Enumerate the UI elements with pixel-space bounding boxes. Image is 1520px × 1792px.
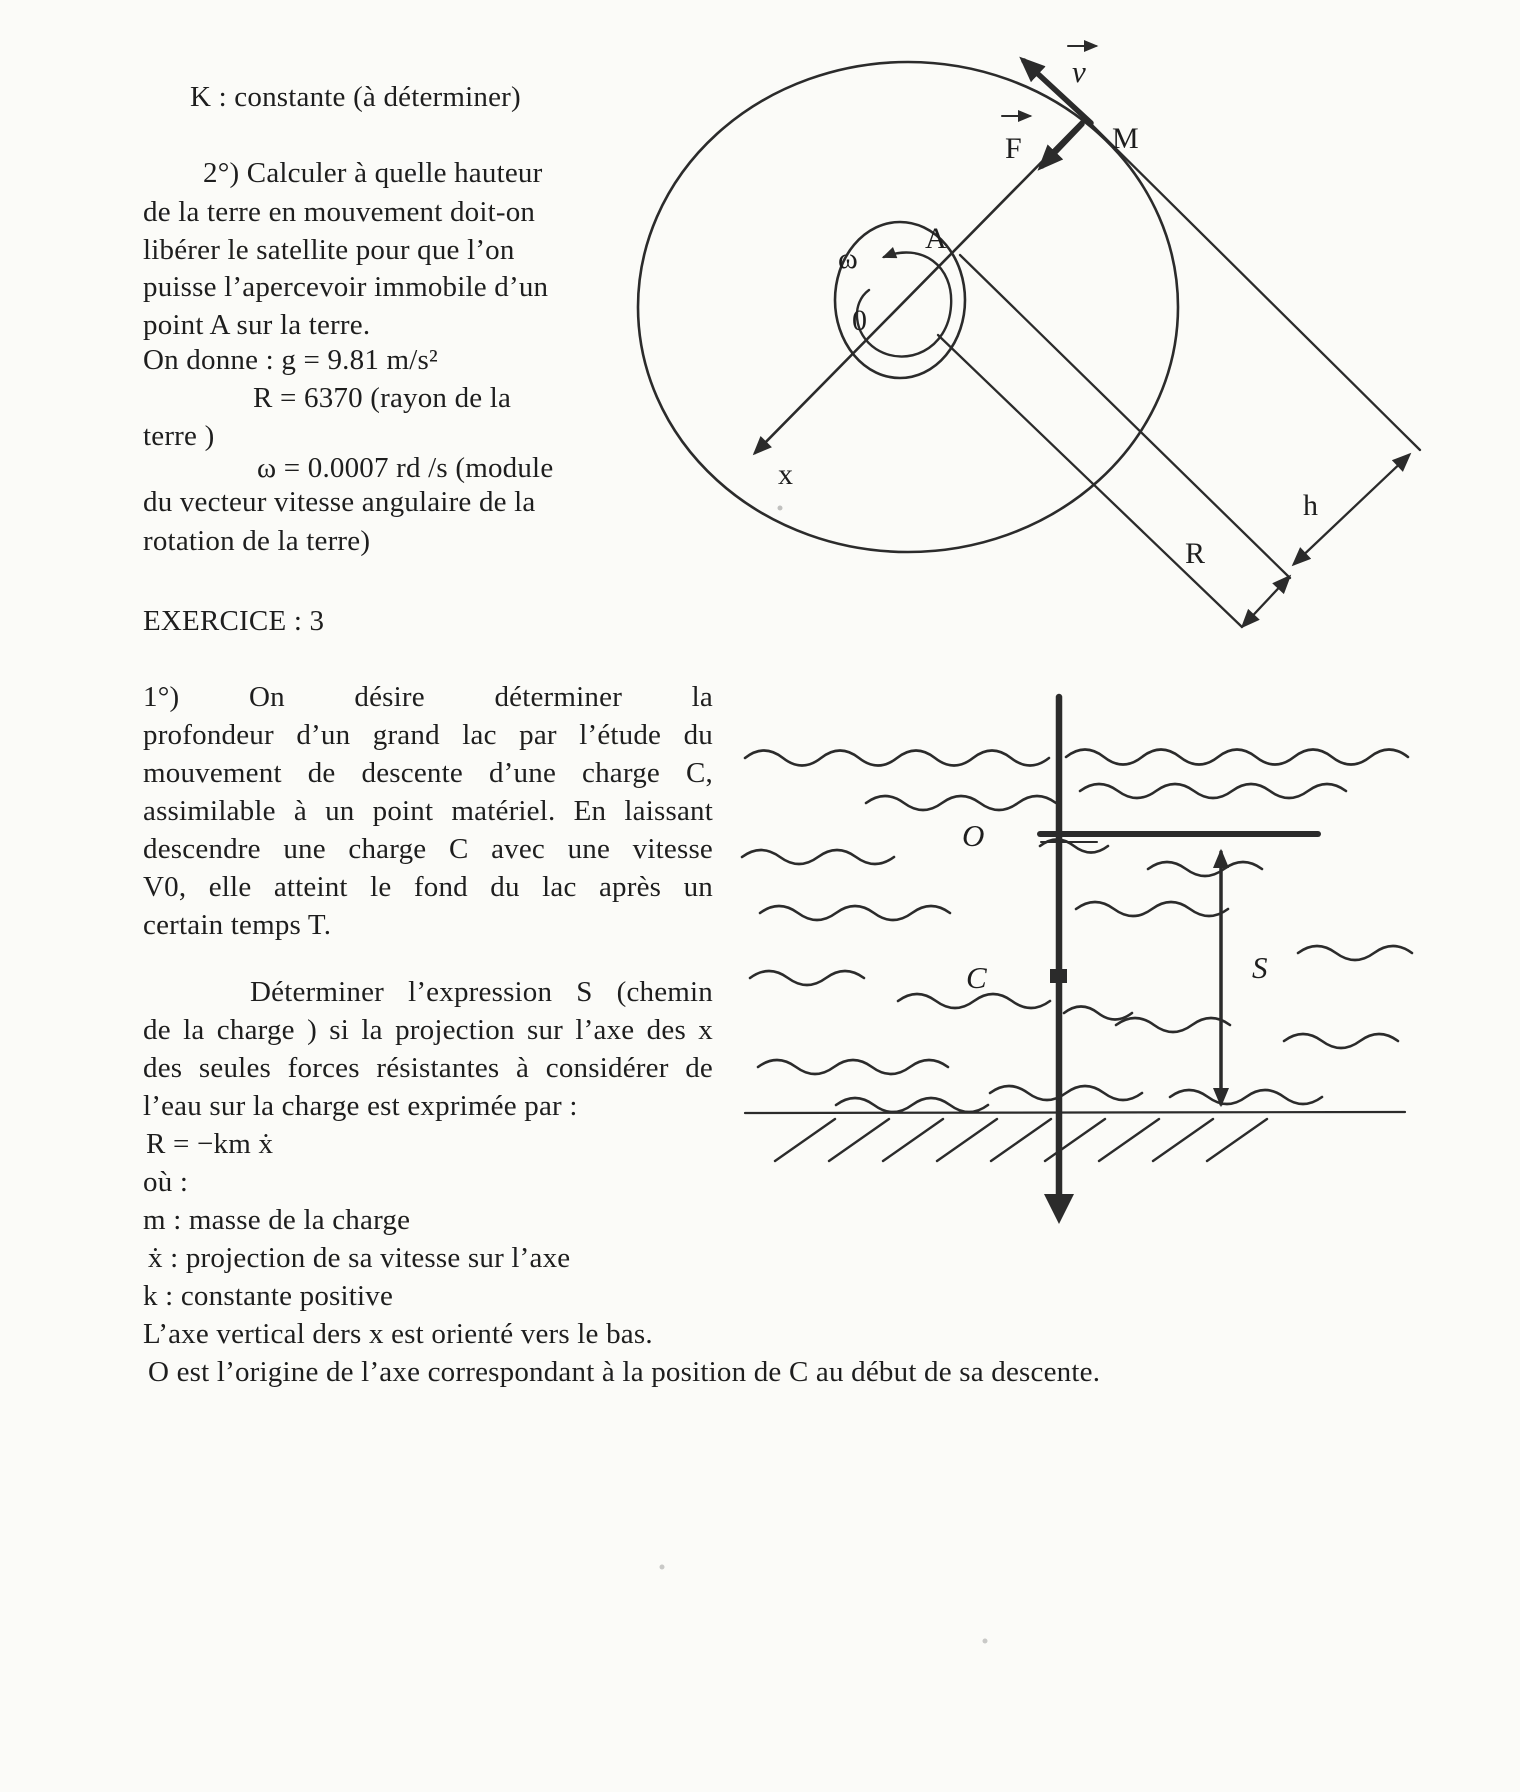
text-line: certain temps T. (143, 909, 332, 941)
text-line: K : constante (à déterminer) (190, 81, 521, 113)
text-line: où : (143, 1166, 189, 1198)
bottom-hatching (775, 1119, 1267, 1161)
text-line: profondeur d’un grand lac par l’étude du (143, 719, 713, 751)
text-line: de la charge ) si la projection sur l’axe des x (143, 1014, 713, 1046)
radius-dimension-arrow (1243, 577, 1289, 626)
surface-point-label: A (925, 222, 947, 255)
text-line: R = −km ẋ (146, 1128, 274, 1160)
text-line: O est l’origine de l’axe correspondant à la position de C au début de sa descente. (148, 1356, 1101, 1388)
text-line: du vecteur vitesse angulaire de la (143, 486, 536, 518)
text-line: mouvement de descente d’une charge C, (143, 757, 713, 789)
radius-axis-line (755, 118, 1085, 453)
scan-speck (983, 1639, 988, 1644)
text-line: l’eau sur la charge est exprimée par : (143, 1090, 578, 1122)
omega-label: ω (838, 242, 858, 275)
text-line: descendre une charge C avec une vitesse (143, 833, 713, 865)
text-line: 2°) Calculer à quelle hauteur (203, 157, 543, 189)
velocity-label: v (1072, 54, 1086, 89)
text-line: m : masse de la charge (143, 1204, 411, 1236)
text-line: Déterminer l’expression S (chemin (250, 976, 713, 1008)
lake-diagram (660, 697, 1413, 1644)
scan-speck (660, 1565, 665, 1570)
text-line: L’axe vertical ders x est orienté vers le bas. (143, 1318, 653, 1350)
text-line: des seules forces résistantes à considérer de (143, 1052, 713, 1084)
force-label: F (1005, 132, 1022, 165)
charge-marker (1050, 969, 1067, 983)
text-line: ẋ : projection de sa vitesse sur l’axe (148, 1242, 571, 1274)
height-label: h (1303, 489, 1318, 522)
distance-label: S (1252, 950, 1268, 985)
text-line: libérer le satellite pour que l’on (143, 234, 515, 266)
charge-label: C (966, 960, 987, 995)
x-axis-label: x (778, 458, 793, 491)
text-line: point A sur la terre. (143, 309, 371, 341)
text-line: rotation de la terre) (143, 525, 371, 557)
text-line: 1°) On désire déterminer la (143, 681, 713, 713)
text-line: R = 6370 (rayon de la (253, 382, 512, 414)
surface-extension-line-b (938, 335, 1242, 627)
text-line: On donne : g = 9.81 m/s² (143, 344, 438, 376)
force-vector (1042, 124, 1082, 166)
lake-x-axis-arrowhead (1044, 1194, 1074, 1224)
orbit-extension-line (1085, 118, 1420, 450)
lake-bottom-line (745, 1112, 1405, 1113)
origin-label: O (962, 818, 985, 853)
radius-label: R (1185, 537, 1206, 570)
water-waves (742, 750, 1412, 1113)
center-label: 0 (852, 304, 867, 337)
text-line: EXERCICE : 3 (143, 605, 325, 637)
surface-extension-line-a (960, 255, 1290, 578)
text-line: assimilable à un point matériel. En laissant (143, 795, 713, 827)
text-line: k : constante positive (143, 1280, 394, 1312)
orbit-diagram (638, 46, 1420, 627)
text-line: de la terre en mouvement doit-on (143, 196, 536, 228)
text-line: puisse l’apercevoir immobile d’un (143, 271, 549, 303)
text-line: V0, elle atteint le fond du lac après un (143, 871, 713, 903)
scan-speck (778, 506, 783, 511)
satellite-label: M (1112, 122, 1139, 155)
orbit-circle (638, 62, 1178, 552)
text-line: terre ) (143, 420, 215, 452)
text-line: ω = 0.0007 rd /s (module (257, 452, 554, 484)
